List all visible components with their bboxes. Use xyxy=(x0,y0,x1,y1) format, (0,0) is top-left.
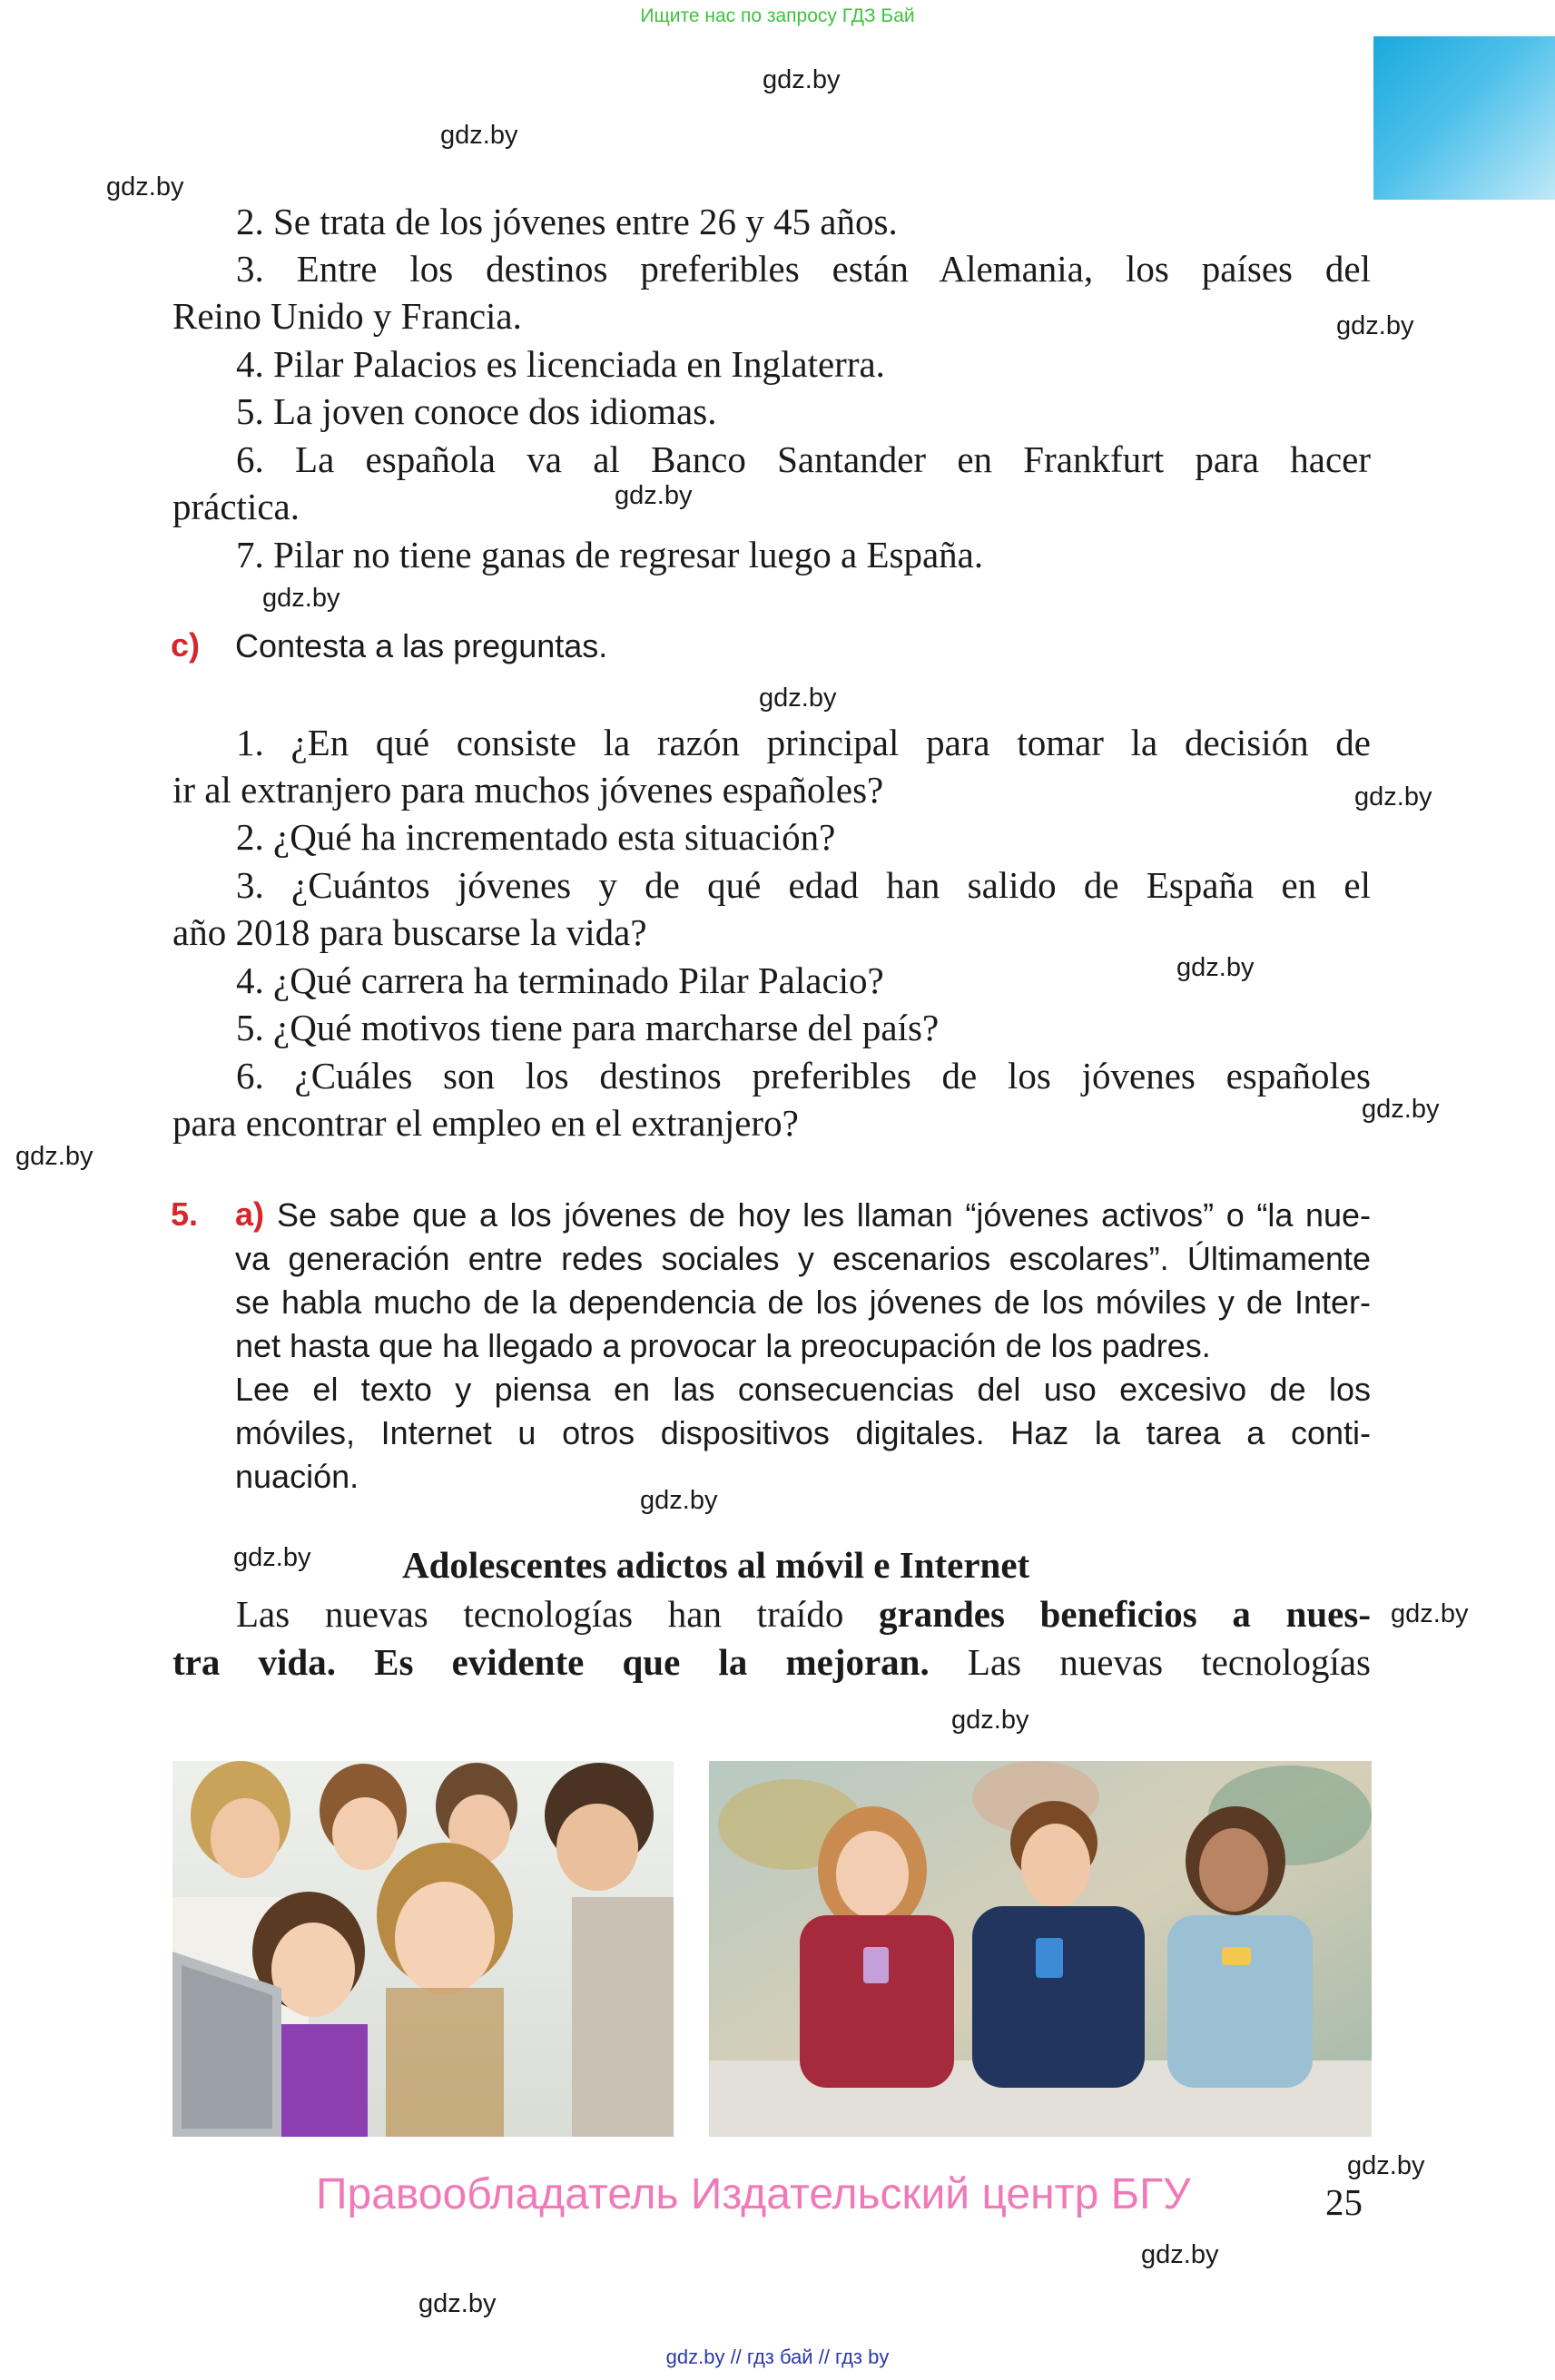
question-line: 4. ¿Qué carrera ha terminado Pilar Palacio? xyxy=(236,959,884,1001)
question-line: 1. ¿En qué consiste la razón principal para tomar la decisión de xyxy=(236,722,1371,763)
exercise-text-line: se habla mucho de la dependencia de los jóvenes de los móviles y de Inter- xyxy=(235,1283,1371,1321)
question-line: 3. ¿Cuántos jóvenes y de qué edad han salido de España en el xyxy=(236,864,1371,906)
watermark: gdz.by xyxy=(440,121,518,150)
article-line-bold: grandes beneficios a nues- xyxy=(879,1593,1371,1635)
watermark: gdz.by xyxy=(233,1543,311,1572)
bottom-links: gdz.by // гдз бай // гдз by xyxy=(665,2346,890,2368)
exercise-text-line: net hasta que ha llegado a provocar la preocupación de los padres. xyxy=(235,1327,1211,1364)
task-c-label: c) xyxy=(171,626,201,664)
photo-teens-laptop-illustration xyxy=(172,1761,674,2137)
watermark: gdz.by xyxy=(15,1142,93,1171)
top-banner-text: Ищите нас по запросу ГДЗ Бай xyxy=(640,5,915,26)
watermark: gdz.by xyxy=(640,1486,718,1515)
watermark: gdz.by xyxy=(1176,953,1255,982)
photo-teens-phones-illustration xyxy=(709,1761,1372,2137)
article-line xyxy=(172,1638,1371,1686)
watermark: gdz.by xyxy=(615,481,693,510)
article-line-plain: Las nuevas tecnologías han traído xyxy=(236,1593,879,1635)
copyright-notice: Правообладатель Издательский центр БГУ xyxy=(316,2170,1191,2218)
photo-teens-laptop xyxy=(172,1761,674,2137)
question-line: 2. ¿Qué ha incrementado esta situación? xyxy=(236,816,836,858)
statement-line: 4. Pilar Palacios es licenciada en Inglaterra. xyxy=(236,343,885,385)
watermark: gdz.by xyxy=(1141,2240,1219,2269)
photo-teens-phones xyxy=(709,1761,1372,2137)
exercise-number: 5. xyxy=(171,1195,199,1233)
exercise-text-line: móviles, Internet u otros dispositivos digitales. Haz la tarea a conti- xyxy=(235,1414,1371,1451)
watermark: gdz.by xyxy=(763,65,841,94)
article-line xyxy=(236,1590,1371,1637)
watermark: gdz.by xyxy=(1347,2151,1425,2180)
statement-line: práctica. xyxy=(172,486,300,527)
exercise-text-line: Lee el texto y piensa en las consecuencias del uso excesivo de los xyxy=(235,1371,1371,1408)
article-title: Adolescentes adictos al móvil e Internet xyxy=(402,1544,1030,1586)
exercise-part-label: a) xyxy=(235,1195,265,1233)
article-line-plain: Las nuevas tecnologías xyxy=(929,1641,1371,1683)
task-c-instruction: Contesta a las preguntas. xyxy=(235,627,608,664)
watermark: gdz.by xyxy=(1391,1599,1469,1628)
statement-line: 7. Pilar no tiene ganas de regresar luego a España. xyxy=(236,534,984,575)
question-line: 5. ¿Qué motivos tiene para marcharse del país? xyxy=(236,1007,940,1048)
exercise-text-line: Se sabe que a los jóvenes de hoy les llaman “jóvenes activos” o “la nue- xyxy=(277,1196,1371,1234)
exercise-text-line: va generación entre redes sociales y escenarios escolares”. Últimamente xyxy=(235,1240,1371,1277)
question-line: año 2018 para buscarse la vida? xyxy=(172,911,647,953)
question-line: para encontrar el empleo en el extranjero? xyxy=(172,1102,799,1144)
page-number: 25 xyxy=(1325,2181,1363,2223)
watermark: gdz.by xyxy=(1362,1095,1440,1124)
watermark: gdz.by xyxy=(951,1706,1029,1735)
statement-line: 5. La joven conoce dos idiomas. xyxy=(236,390,717,432)
watermark: gdz.by xyxy=(106,172,184,202)
exercise-text-line: nuación. xyxy=(235,1458,359,1495)
question-line: 6. ¿Cuáles son los destinos preferibles de los jóvenes españoles xyxy=(236,1055,1371,1097)
article-line-bold: tra vida. Es evidente que la mejoran. xyxy=(172,1641,930,1683)
statement-line: 2. Se trata de los jóvenes entre 26 y 45 años. xyxy=(236,201,898,242)
statement-line: 6. La española va al Banco Santander en Frankfurt para hacer xyxy=(236,438,1371,480)
watermark: gdz.by xyxy=(262,584,340,613)
statement-line: 3. Entre los destinos preferibles están Alemania, los países del xyxy=(236,248,1371,290)
watermark: gdz.by xyxy=(759,684,837,713)
watermark: gdz.by xyxy=(1354,782,1432,811)
question-line: ir al extranjero para muchos jóvenes españoles? xyxy=(172,769,884,811)
corner-color-tab xyxy=(1373,36,1555,200)
watermark: gdz.by xyxy=(418,2289,497,2318)
watermark: gdz.by xyxy=(1336,311,1414,340)
statement-line: Reino Unido y Francia. xyxy=(172,295,522,337)
